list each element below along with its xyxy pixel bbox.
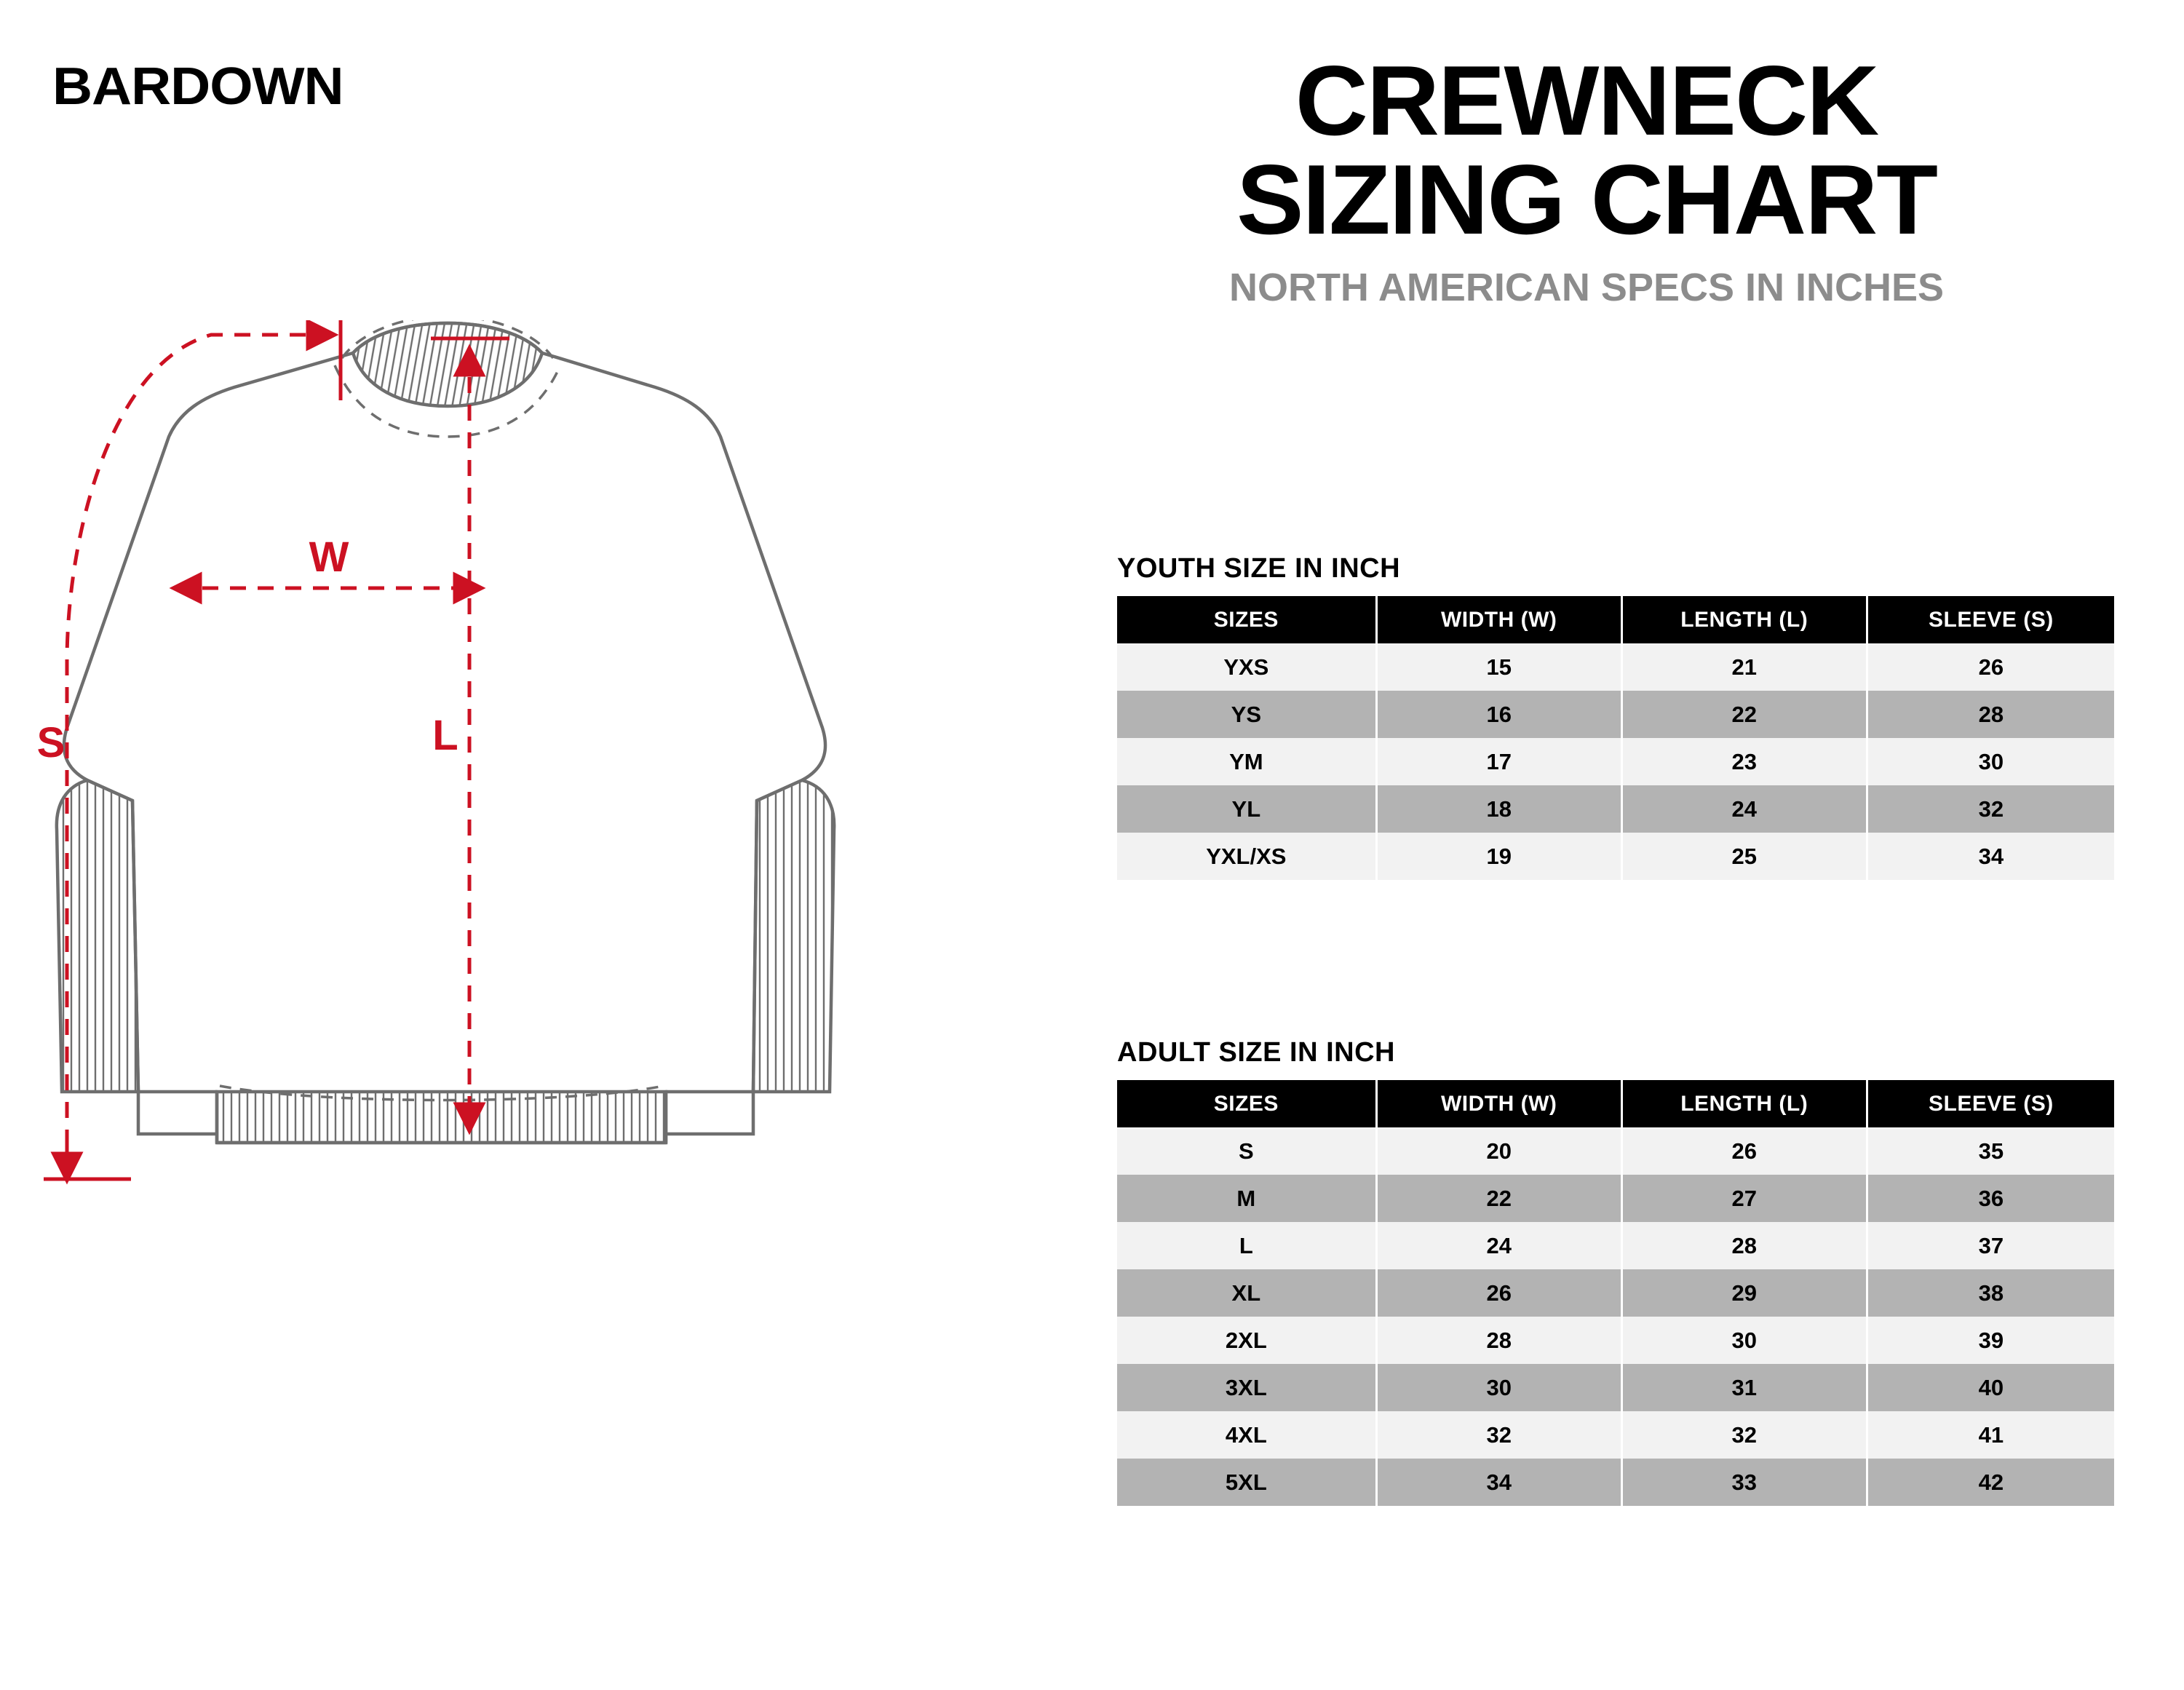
cell-sleeve: 36 xyxy=(1867,1175,2114,1222)
cell-size: XL xyxy=(1117,1269,1376,1317)
table-row xyxy=(1117,1222,2114,1269)
cell-length: 25 xyxy=(1621,833,1867,880)
column-header-sleeve: SLEEVE (S) xyxy=(1867,1080,2114,1127)
adult-size-table xyxy=(1117,1080,2114,1506)
cell-size: 4XL xyxy=(1117,1411,1376,1459)
cell-width: 15 xyxy=(1376,643,1621,691)
column-header-sleeve: SLEEVE (S) xyxy=(1867,596,2114,643)
cell-width: 24 xyxy=(1376,1222,1621,1269)
cell-sleeve: 34 xyxy=(1867,833,2114,880)
column-header-sizes: SIZES xyxy=(1117,596,1376,643)
cell-size: L xyxy=(1117,1222,1376,1269)
cell-length: 24 xyxy=(1621,785,1867,833)
youth-size-table xyxy=(1117,596,2114,880)
cell-size: YXL/XS xyxy=(1117,833,1376,880)
page-header xyxy=(1041,45,2132,310)
cell-sleeve: 32 xyxy=(1867,785,2114,833)
table-row xyxy=(1117,833,2114,880)
table-row xyxy=(1117,1127,2114,1175)
adult-table-caption: ADULT SIZE IN INCH xyxy=(1117,1037,1395,1068)
cell-sleeve: 30 xyxy=(1867,738,2114,785)
table-row xyxy=(1117,1364,2114,1411)
cell-size: YM xyxy=(1117,738,1376,785)
cell-sleeve: 37 xyxy=(1867,1222,2114,1269)
cell-sleeve: 28 xyxy=(1867,691,2114,738)
cell-length: 33 xyxy=(1621,1459,1867,1506)
cell-length: 22 xyxy=(1621,691,1867,738)
cell-length: 26 xyxy=(1621,1127,1867,1175)
column-header-width: WIDTH (W) xyxy=(1376,596,1621,643)
column-header-sizes: SIZES xyxy=(1117,1080,1376,1127)
cell-sleeve: 41 xyxy=(1867,1411,2114,1459)
cell-length: 28 xyxy=(1621,1222,1867,1269)
youth-size-table-block xyxy=(1117,553,2114,880)
page-subtitle: NORTH AMERICAN SPECS IN INCHES xyxy=(1228,266,1945,309)
cell-sleeve: 35 xyxy=(1867,1127,2114,1175)
cell-size: YS xyxy=(1117,691,1376,738)
cell-size: M xyxy=(1117,1175,1376,1222)
table-row xyxy=(1117,643,2114,691)
cell-width: 34 xyxy=(1376,1459,1621,1506)
table-row xyxy=(1117,1317,2114,1364)
table-row xyxy=(1117,1269,2114,1317)
adult-size-table-block xyxy=(1117,1037,2114,1506)
table-row xyxy=(1117,785,2114,833)
cell-length: 23 xyxy=(1621,738,1867,785)
page-title-line-2: SIZING CHART xyxy=(1236,144,1937,255)
table-row xyxy=(1117,1411,2114,1459)
cell-sleeve: 39 xyxy=(1867,1317,2114,1364)
cell-width: 18 xyxy=(1376,785,1621,833)
sleeve-label: S xyxy=(36,719,65,766)
cell-width: 26 xyxy=(1376,1269,1621,1317)
cell-size: S xyxy=(1117,1127,1376,1175)
cell-length: 31 xyxy=(1621,1364,1867,1411)
cell-width: 32 xyxy=(1376,1411,1621,1459)
cell-length: 29 xyxy=(1621,1269,1867,1317)
cell-size: 2XL xyxy=(1117,1317,1376,1364)
table-header-row xyxy=(1117,596,2114,643)
table-row xyxy=(1117,738,2114,785)
column-header-length: LENGTH (L) xyxy=(1621,1080,1867,1127)
cell-width: 22 xyxy=(1376,1175,1621,1222)
brand-logo: BARDOWN xyxy=(52,57,344,116)
column-header-length: LENGTH (L) xyxy=(1621,596,1867,643)
cell-sleeve: 40 xyxy=(1867,1364,2114,1411)
cell-width: 16 xyxy=(1376,691,1621,738)
crewneck-diagram xyxy=(29,320,990,1456)
length-label: L xyxy=(432,712,458,759)
cell-width: 17 xyxy=(1376,738,1621,785)
cell-length: 32 xyxy=(1621,1411,1867,1459)
cell-sleeve: 26 xyxy=(1867,643,2114,691)
page-title-line-1: CREWNECK xyxy=(1295,45,1878,156)
cell-width: 30 xyxy=(1376,1364,1621,1411)
column-header-width: WIDTH (W) xyxy=(1376,1080,1621,1127)
table-row xyxy=(1117,691,2114,738)
width-label: W xyxy=(309,533,349,581)
cell-width: 20 xyxy=(1376,1127,1621,1175)
table-row xyxy=(1117,1175,2114,1222)
cell-size: 3XL xyxy=(1117,1364,1376,1411)
table-row xyxy=(1117,1459,2114,1506)
cell-width: 28 xyxy=(1376,1317,1621,1364)
cell-size: YL xyxy=(1117,785,1376,833)
cell-sleeve: 38 xyxy=(1867,1269,2114,1317)
table-header-row xyxy=(1117,1080,2114,1127)
cell-size: YXS xyxy=(1117,643,1376,691)
cell-size: 5XL xyxy=(1117,1459,1376,1506)
cell-sleeve: 42 xyxy=(1867,1459,2114,1506)
cell-length: 21 xyxy=(1621,643,1867,691)
cell-length: 27 xyxy=(1621,1175,1867,1222)
youth-table-caption: YOUTH SIZE IN INCH xyxy=(1117,553,1401,584)
cell-width: 19 xyxy=(1376,833,1621,880)
cell-length: 30 xyxy=(1621,1317,1867,1364)
waistband-ribbing xyxy=(217,1086,666,1143)
